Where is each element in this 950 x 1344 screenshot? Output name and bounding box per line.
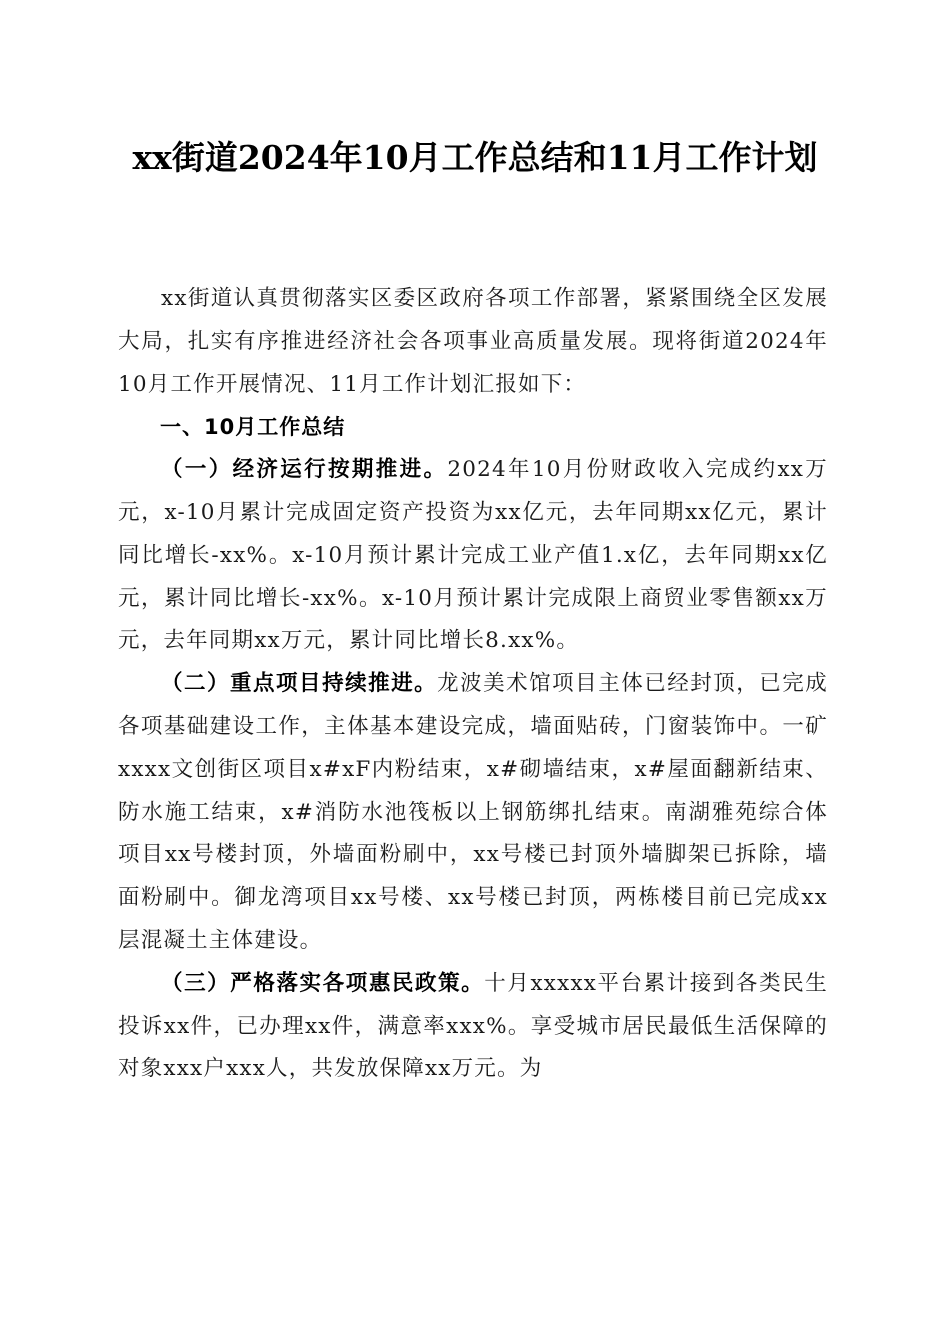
paragraph-livelihood-policies-text: 十月xxxxx平台累计接到各类民生投诉xx件，已办理xx件，满意率xxx%。享受城市居民最低生活保障的对象xxx户xxx人，共发放保障xx万元。为 <box>118 970 828 1082</box>
paragraph-economy-lead: （一）经济运行按期推进。 <box>161 457 448 483</box>
document-title: xx街道2024年10月工作总结和11月工作计划 <box>132 138 818 177</box>
paragraph-key-projects-text: 龙波美术馆项目主体已经封顶，已完成各项基础建设工作，主体基本建设完成，墙面贴砖，门窗装饰中。一矿xxxx文创街区项目x#xF内粉结束，x#砌墙结束，x#屋面翻新结束、防水施工结束，x#消防水池筏板以上钢筋绑扎结束。南湖雅苑综合体项目xx号楼封顶，外墙面粉刷中，xx号楼已封顶外墙脚架已拆除，墙面粉刷中。御龙湾项目xx号楼、xx号楼已封顶，两栋楼目前已完成xx层混凝土主体建设。 <box>118 671 828 953</box>
paragraph-economy <box>118 449 828 663</box>
intro-paragraph: xx街道认真贯彻落实区委区政府各项工作部署，紧紧围绕全区发展大局，扎实有序推进经济社会各项事业高质量发展。现将街道2024年10月工作开展情况、11月工作计划汇报如下： <box>118 286 828 397</box>
paragraph-key-projects <box>118 663 828 963</box>
paragraph-economy-text: 2024年10月份财政收入完成约xx万元，x-10月累计完成固定资产投资为xx亿元，去年同期xx亿元，累计同比增长-xx%。x-10月预计累计完成工业产值1.x亿，去年同期xx亿元，累计同比增长-xx%。x-10月预计累计完成限上商贸业零售额xx万元，去年同期xx万元，累计同比增长8.xx%。 <box>118 457 828 654</box>
paragraph-livelihood-policies <box>118 963 828 1091</box>
paragraph-key-projects-lead: （二）重点项目持续推进。 <box>161 671 438 697</box>
document-body <box>118 278 828 1091</box>
section-heading-october-summary: 一、10月工作总结 <box>160 415 346 440</box>
paragraph-livelihood-policies-lead: （三）严格落实各项惠民政策。 <box>161 970 485 996</box>
